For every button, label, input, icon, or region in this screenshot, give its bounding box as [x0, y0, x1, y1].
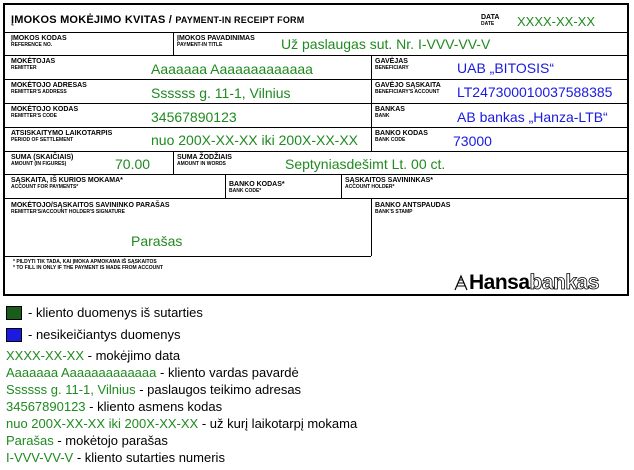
amount-words-value[interactable]: Septyniasdešimt Lt. 00 ct. [285, 156, 446, 172]
account-for-payments-label: SĄSKAITA, IŠ KURIOS MOKAMA* ACCOUNT FOR PAYMENTS* [11, 177, 123, 190]
account-holder-label: SĄSKAITOS SAVININKAS* ACCOUNT HOLDER* [345, 177, 434, 190]
signature-value[interactable]: Parašas [131, 233, 183, 249]
remitter-code-label: MOKĖTOJO KODAS REMITTER'S CODE [11, 106, 79, 119]
bank-label: BANKAS BANK [375, 106, 405, 119]
form-title: ĮMOKOS MOKĖJIMO KVITAS / PAYMENT-IN RECEIPT FORM [11, 14, 305, 26]
legend-item-contract: I-VVV-VV-V - kliento sutarties numeris [6, 450, 225, 465]
legend-item-code: 34567890123 - kliento asmens kodas [6, 399, 223, 414]
legend-item-name: Aaaaaaa Aaaaaaaaaaaaa - kliento vardas pavardė [6, 365, 299, 380]
date-label: DATA DATE [481, 14, 500, 27]
bank-code2-label: BANKO KODAS* BANK CODE* [229, 181, 285, 194]
bank-code-label: BANKO KODAS BANK CODE [375, 130, 428, 143]
bank-value[interactable]: AB bankas „Hanza-LTB“ [457, 109, 608, 125]
footnote: * PILDYTI TIK TADA, KAI ĮMOKA APMOKAMA IŠ SĄSKAITOS * TO FILL IN ONLY IF THE PAYMENT IS MADE FROM ACCOUNT [13, 259, 163, 271]
reference-no-label: ĮMOKOS KODAS REFERENCE NO. [11, 35, 67, 48]
bank-code-value[interactable]: 73000 [453, 133, 492, 149]
remitter-address-label: MOKĖTOJO ADRESAS REMITTER'S ADDRESS [11, 82, 87, 95]
payment-title-value[interactable]: Už paslaugas sut. Nr. I-VVV-VV-V [281, 36, 491, 52]
beneficiary-label: GAVĖJAS BENEFICIARY [375, 58, 409, 71]
beneficiary-value[interactable]: UAB „BITOSIS“ [457, 60, 554, 76]
period-label: ATSISKAITYMO LAIKOTARPIS PERIOD OF SETTLEMENT [11, 130, 113, 143]
client-data-legend: - kliento duomenys iš sutarties [28, 305, 203, 320]
remitter-label: MOKĖTOJAS REMITTER [11, 58, 56, 71]
payment-title-label: ĮMOKOS PAVADINIMAS PAYMENT-IN TITLE [177, 35, 255, 48]
client-data-swatch [6, 306, 22, 320]
hansabankas-logo: Hansabankas [453, 271, 599, 295]
legend-item-address: Ssssss g. 11-1, Vilnius - paslaugos teikimo adresas [6, 382, 302, 397]
signature-label: MOKĖTOJO/SĄSKAITOS SAVININKO PARAŠAS REMITTER'S/ACCOUNT HOLDER'S SIGNATURE [11, 202, 170, 215]
constant-data-swatch [6, 328, 22, 342]
amount-figures-label: SUMA (SKAIČIAIS) AMOUNT (IN FIGURES) [11, 154, 74, 167]
hansa-logo-icon [453, 273, 469, 291]
legend-item-signature: Parašas - mokėtojo parašas [6, 433, 168, 448]
legend-item-period: nuo 200X-XX-XX iki 200X-XX-XX - už kurį laikotarpį mokama [6, 416, 358, 431]
constant-data-legend: - nesikeičiantys duomenys [28, 327, 181, 342]
date-value[interactable]: XXXX-XX-XX [517, 14, 596, 29]
period-value[interactable]: nuo 200X-XX-XX iki 200X-XX-XX [151, 132, 358, 148]
beneficiary-account-label: GAVĖJO SĄSKAITA BENEFICIARY'S ACCOUNT [375, 82, 441, 95]
remitter-code-value[interactable]: 34567890123 [151, 109, 237, 125]
bank-stamp-label: BANKO ANTSPAUDAS BANK'S STAMP [375, 202, 451, 215]
beneficiary-account-value[interactable]: LT247300010037588385 [457, 84, 613, 100]
amount-words-label: SUMA ŽODŽIAIS AMOUNT IN WORDS [177, 154, 232, 167]
amount-figures-value[interactable]: 70.00 [115, 156, 151, 172]
legend-item-date: XXXX-XX-XX - mokėjimo data [6, 348, 181, 363]
remitter-value[interactable]: Aaaaaaa Aaaaaaaaaaaaa [151, 61, 313, 77]
payment-receipt-form [3, 3, 629, 296]
remitter-address-value[interactable]: Ssssss g. 11-1, Vilnius [151, 85, 291, 101]
